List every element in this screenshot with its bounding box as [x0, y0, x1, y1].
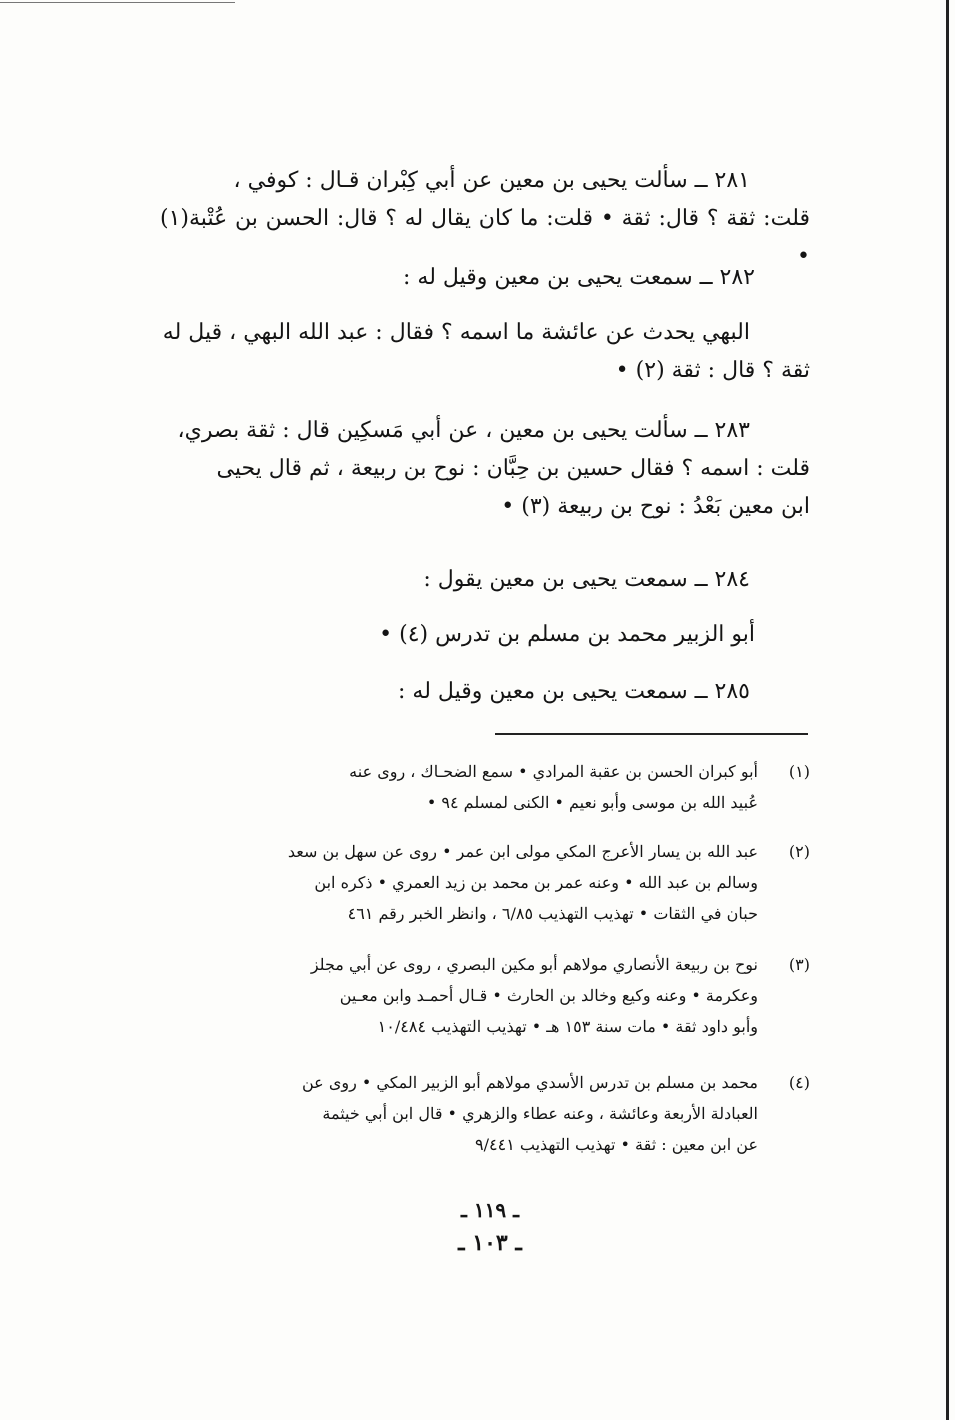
footnote-line: عُبيد الله بن موسى وأبو نعيم • الكنى لمسلم ٩٤ • [426, 793, 758, 812]
entry-line: ٢٨٥ ــ سمعت يحيى بن معين وقيل له : [398, 679, 750, 704]
footnote-3 [170, 949, 810, 1042]
entry-285 [398, 673, 750, 711]
footnote-4 [170, 1067, 810, 1160]
footnote-line: أبو كبران الحسن بن عقبة المرادي • سمع الضحـاك ، روى عنه [349, 762, 758, 781]
footnote-number: (٢) [788, 842, 810, 861]
footnote-2 [170, 836, 810, 929]
footnote-line: حبان في الثقات • تهذيب التهذيب ٦/٨٥ ، وانظر الخبر رقم ٤٦١ [347, 904, 758, 923]
entry-284-body [379, 616, 755, 654]
footnote-number: (١) [788, 762, 810, 781]
entry-line: قلت : اسمه ؟ فقال حسين بن حِبَّان : نوح بن ربيعة ، ثم قال يحيى [216, 456, 810, 481]
footnote-1 [170, 756, 810, 818]
footnote-line: عبد الله بن يسار الأعرج المكي مولى ابن عمر • روى عن سهل بن سعد [287, 842, 758, 861]
entry-282-body [160, 314, 810, 390]
entry-283 [160, 412, 810, 526]
page-number-bottom: ـ ١٠٣ ـ [458, 1230, 522, 1256]
footnote-line: وأبو داود ثقة • مات سنة ١٥٣ هـ • تهذيب التهذيب ١٠/٤٨٤ [377, 1017, 758, 1036]
page-edge [946, 0, 949, 1420]
footnote-line: عن ابن معين : ثقة • تهذيب التهذيب ٩/٤٤١ [475, 1135, 758, 1154]
entry-line: أبو الزبير محمد بن مسلم بن تدرس (٤) • [379, 622, 755, 647]
footnote-line: وسالم بن عبد الله • وعنه عمر بن محمد بن زيد العمري • ذكره ابن [314, 873, 758, 892]
footnote-line: وعكرمة • وعنه وكيع وخالد بن الحارث • قـال أحمـد وابن معـين [339, 986, 758, 1005]
entry-line: ٢٨٣ ــ سألت يحيى بن معين ، عن أبي مَسكِين قال : ثقة بصري، [177, 418, 750, 443]
entry-line: ثقة ؟ قال : ثقة (٢) • [615, 358, 810, 383]
footnote-separator [495, 733, 808, 735]
top-rule [0, 2, 235, 3]
footnote-number: (٣) [788, 955, 810, 974]
entry-282 [403, 259, 755, 297]
entry-line: ابن معين بَعْدُ : نوح بن ربيعة (٣) • [501, 494, 810, 519]
footnote-number: (٤) [788, 1073, 810, 1092]
entry-284 [423, 561, 750, 599]
footnote-line: نوح بن ربيعة الأنصاري مولاهم أبو مكين البصري ، روى عن أبي مجلز [310, 955, 758, 974]
entry-line: ٢٨١ ــ سألت يحيى بن معين عن أبي كِبْران قـال : كوفي ، [233, 168, 750, 193]
entry-line: ٢٨٢ ــ سمعت يحيى بن معين وقيل له : [403, 265, 755, 290]
entry-line: البهي يحدث عن عائشة ما اسمه ؟ فقال : عبد الله البهي ، قيل له [162, 320, 750, 345]
footnote-line: العبادلة الأربعة وعائشة ، وعنه عطاء والزهري • قال ابن أبي خيثمة [322, 1104, 758, 1123]
footnote-line: محمد بن مسلم بن تدرس الأسدي مولاهم أبو الزبير المكي • روى عن [302, 1073, 758, 1092]
entry-line: قلت: ثقة ؟ قال: ثقة • قلت: ما كان يقال له ؟ قال: الحسن بن عُتْبة(١) • [160, 206, 810, 269]
entry-line: ٢٨٤ ــ سمعت يحيى بن معين يقول : [423, 567, 750, 592]
page-number-top: ـ ١١٩ ـ [461, 1198, 519, 1222]
